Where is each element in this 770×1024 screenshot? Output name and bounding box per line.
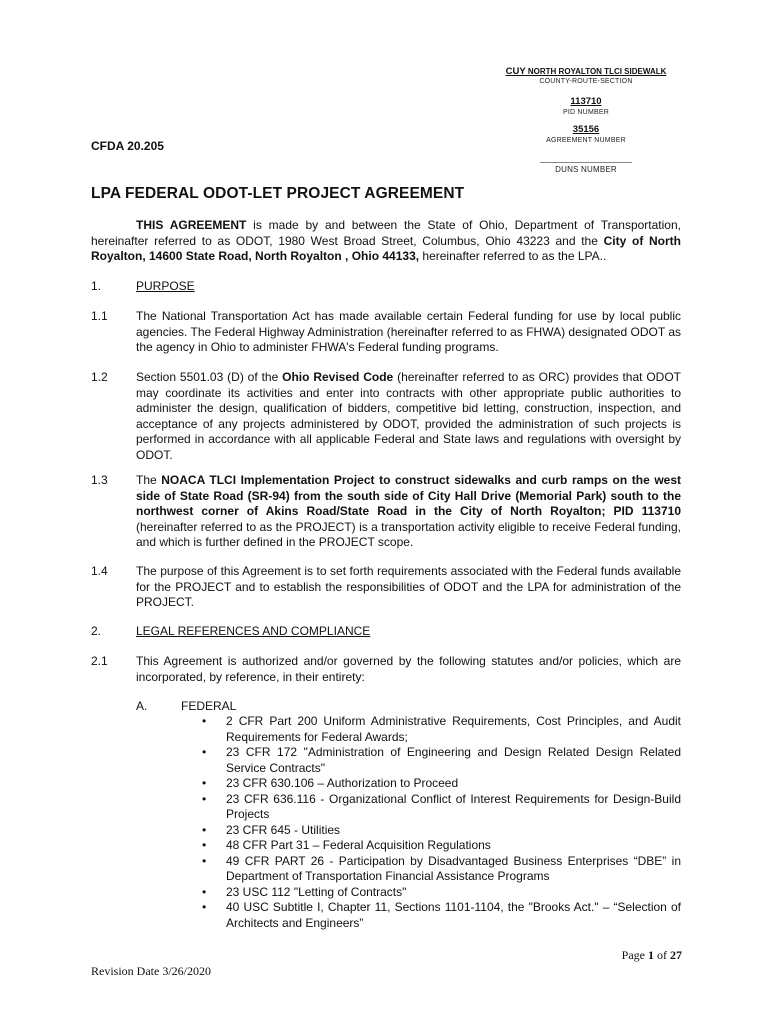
duns-line (540, 152, 632, 163)
route-rest: NORTH ROYALTON TLCI S (525, 67, 630, 76)
route-tail: IDEWALK (629, 67, 667, 76)
s1-2-part-a: Section 5501.03 (D) of the (136, 370, 283, 384)
duns-caption: DUNS NUMBER (555, 165, 617, 174)
s1-3-bold: NOACA TLCI Implementation Project to construct sidewalks and curb ramps on the west side of State Road (SR-94) from the south side of City Hall Drive (Memorial Park) south to the northwest corner of Akins Road/State Road in the City of North Royalton; PID 113710 (136, 473, 681, 518)
section-1-1-number: 1.1 (91, 309, 108, 323)
cfda-number: CFDA 20.205 (91, 139, 164, 153)
page-current: 1 (648, 948, 654, 962)
duns-block (540, 152, 632, 174)
subsection-a-letter: A. (136, 699, 148, 713)
county-route-section (480, 66, 692, 85)
federal-references-list (202, 714, 681, 931)
s1-2-part-b: (hereinafter referred to as ORC) provides that ODOT may coordinate its activities and enter into contracts with other appropriate public authorities to administer the design, qualification of bidders, competitive bid letting, construction, inspection, and acceptance of any projects administered by ODOT, provided the administration of such projects is performed in accordance with all applicable Federal and State laws and regulations with oversight by ODOT. (136, 370, 681, 462)
agreement-value: 35156 (572, 124, 600, 135)
route-prefix: CUY (505, 66, 526, 77)
section-1-1-text: The National Transportation Act has made available certain Federal funding for use by local public agencies. The Federal Highway Administration (hereinafter referred to as FHWA) designated ODOT as the agency in Ohio to administer FHWA's Federal funding programs. (136, 309, 681, 354)
section-1-3-number: 1.3 (91, 473, 108, 487)
intro-bold-2: City of North Royalton, 14600 State Road, North Royalton , Ohio 44133, (91, 233, 682, 263)
list-item: • 23 CFR 645 - Utilities (202, 823, 681, 839)
section-1-2-text (136, 370, 681, 463)
s1-3-part-b: (hereinafter referred to as the PROJECT) is a transportation activity eligible to receive Federal funding, and which is further defined in the PROJECT scope. (136, 519, 681, 549)
section-1-heading: PURPOSE (136, 279, 195, 293)
section-1-4-number: 1.4 (91, 564, 108, 578)
section-1-4-text: The purpose of this Agreement is to set forth requirements associated with the Federal funds available for the PROJECT and to establish the responsibilities of ODOT and the LPA for administration of the PROJECT. (136, 564, 681, 609)
subsection-a-title: FEDERAL (181, 699, 237, 713)
list-item: • 48 CFR Part 31 – Federal Acquisition Regulations (202, 838, 681, 854)
list-item: • 49 CFR PART 26 - Participation by Disadvantaged Business Enterprises “DBE” in Department of Transportation Financial Assistance Programs (202, 854, 681, 885)
agreement-block (480, 124, 692, 144)
page-number (600, 948, 682, 963)
pid-caption: PID NUMBER (563, 109, 609, 116)
list-item: • 23 CFR 630.106 – Authorization to Proceed (202, 776, 681, 792)
route-value (480, 66, 692, 77)
s1-2-bold: Ohio Revised Code (282, 370, 394, 384)
section-1-2-number: 1.2 (91, 370, 108, 384)
route-caption: COUNTY-ROUTE-SECTION (539, 78, 633, 85)
list-item: • 23 USC 112 "Letting of Contracts" (202, 885, 681, 901)
pid-block (480, 96, 692, 116)
page-title: LPA FEDERAL ODOT-LET PROJECT AGREEMENT (91, 185, 465, 202)
page-total: 27 (670, 948, 682, 962)
section-2-1-text: This Agreement is authorized and/or governed by the following statutes and/or policies, which are incorporated, by reference, in their entirety: (136, 654, 681, 684)
intro-bold-1: THIS AGREEMENT (136, 218, 247, 232)
page-of: of (654, 948, 670, 962)
agreement-caption: AGREEMENT NUMBER (546, 137, 626, 144)
section-1-3-text (136, 473, 681, 551)
intro-text-1: is made by and between the State of Ohio, Department of Transportation, hereinafter referred to as ODOT, 1980 West Broad Street, Columbus, Ohio 43223 and the (91, 218, 681, 248)
section-1-number: 1. (91, 279, 102, 293)
intro-text-2: hereinafter referred to as the LPA.. (419, 249, 607, 263)
list-item: • 23 CFR 172 "Administration of Engineering and Design Related Design Related Service Contracts" (202, 745, 681, 776)
list-item: • 40 USC Subtitle I, Chapter 11, Sections 1101-1104, the "Brooks Act." – “Selection of Architects and Engineers” (202, 900, 681, 931)
s1-3-part-a: The (136, 473, 162, 487)
list-item: • 2 CFR Part 200 Uniform Administrative Requirements, Cost Principles, and Audit Requirements for Federal Awards; (202, 714, 681, 745)
revision-date: Revision Date 3/26/2020 (91, 964, 211, 978)
intro-paragraph (91, 218, 681, 265)
section-2-heading: LEGAL REFERENCES AND COMPLIANCE (136, 624, 371, 638)
list-item: • 23 CFR 636.116 - Organizational Conflict of Interest Requirements for Design-Build Projects (202, 792, 681, 823)
section-2-number: 2. (91, 624, 102, 638)
page-prefix: Page (621, 948, 648, 962)
pid-value: 113710 (570, 96, 602, 107)
section-2-1-number: 2.1 (91, 654, 108, 668)
